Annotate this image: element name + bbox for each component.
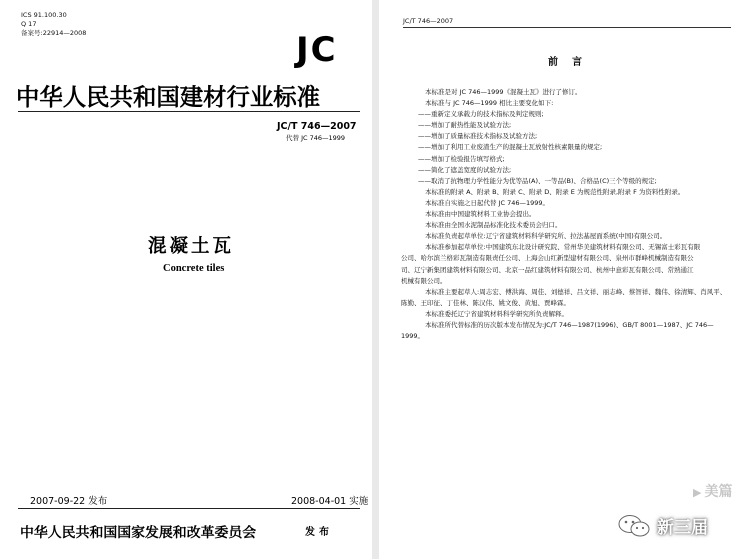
header-rule <box>403 27 731 28</box>
cover-metadata <box>21 11 86 38</box>
page-header-code: JC/T 746—2007 <box>403 17 454 25</box>
replaces-note: 代替 JC 746—1999 <box>286 134 346 142</box>
foreword-line: 陈勤、王印征、丁佳林、陈汉伟、姚文俊、黄旭、贾峰霖。 <box>401 298 570 307</box>
publisher: 中华人民共和国国家发展和改革委员会 <box>20 525 257 541</box>
document-title: 混凝土瓦 <box>148 236 235 257</box>
wechat-icon <box>617 514 651 538</box>
foreword-line: ——简化了遮盖宽度的试验方法; <box>418 165 512 174</box>
foreword-line: 司、辽宁新集团建筑材料有限公司、北京一品红建筑材料有限公司、杭州中意彩瓦有限公司、常熟通江 <box>401 265 694 274</box>
foreword-line: 机械有限公司。 <box>401 276 447 285</box>
foreword-page <box>379 0 750 559</box>
foreword-line: ——增加了耐热性能及试验方法; <box>418 121 512 130</box>
foreword-title: 前言 <box>548 57 596 68</box>
wechat-account-name: 新三届 <box>657 518 708 538</box>
ics-code: ICS 91.100.30 <box>21 11 67 19</box>
foreword-line: 本标准与 JC 746—1999 相比主要变化如下: <box>425 99 554 108</box>
jc-mark: JC <box>296 30 338 70</box>
foreword-line: ——取消了抗物理力学性能分为优等品(A)、一等品(B)、合格品(C)三个等级的规定; <box>418 176 657 185</box>
standard-code: JC/T 746—2007 <box>277 121 357 132</box>
foreword-line: 本标准负责起草单位:辽宁省建筑材料科学研究所、拉法基屋面系统(中国)有限公司。 <box>425 232 667 241</box>
meipian-watermark: ▶ 美篇 <box>693 484 733 500</box>
issue-word: 发布 <box>305 527 333 538</box>
standard-title: 中华人民共和国建材行业标准 <box>16 83 321 111</box>
issue-date: 2007-09-22 发布 <box>30 496 108 507</box>
implementation-date: 2008-04-01 实施 <box>291 496 369 507</box>
foreword-line: ——重新定义承载力的技术指标及判定规则; <box>418 110 544 119</box>
foreword-line: 本标准自实施之日起代替 JC 746—1999。 <box>425 198 550 207</box>
foreword-line: 本标准由全国水泥制品标准化技术委员会归口。 <box>425 221 562 230</box>
document-title-english: Concrete tiles <box>163 263 225 274</box>
wechat-watermark <box>617 513 708 538</box>
foreword-line: ——增加了利用工业废渣生产的混凝土瓦放射性核素限量的规定; <box>418 143 603 152</box>
category-code: Q 17 <box>21 20 37 28</box>
foreword-line: 本标准主要起草人:周志宏、傅洪海、周佳、刘德祥、吕文祥、丽志峰、蔡智祥、魏伟、徐清辉、肖风平、 <box>425 287 727 296</box>
foreword-body <box>401 87 733 342</box>
foreword-line: ——增加了检验报告填写格式; <box>418 154 505 163</box>
foreword-line: 本标准所代替标准的历次版本发布情况为:JC/T 746—1987(1996)、GB/T 8001—1987、JC 746— <box>425 320 714 329</box>
foreword-line: ——增加了质量标准技术指标及试验方法; <box>418 132 538 141</box>
foreword-line: 1999。 <box>401 332 425 341</box>
cover-page <box>0 0 372 559</box>
foreword-line: 本标准是对 JC 746—1999《混凝土瓦》进行了修订。 <box>425 88 582 96</box>
foreword-line: 本标准参加起草单位:中国建筑东北设计研究院、常州华美建筑材料有限公司、无锡富士彩瓦有限 <box>425 243 701 252</box>
bottom-rule <box>18 508 360 509</box>
top-rule <box>18 111 360 112</box>
filing-number: 备案号:22914—2008 <box>21 29 87 37</box>
play-icon: ▶ <box>693 486 702 499</box>
foreword-line: 本标准委托辽宁省建筑材料科学研究所负责解释。 <box>425 309 568 318</box>
foreword-line: 本标准的附录 A、附录 B、附录 C、附录 D、附录 E 为规范性附录,附录 F 为资料性附录。 <box>425 187 685 196</box>
foreword-line: 公司、哈尔滨兰格彩瓦制造有限责任公司、上海会山红新型建材有限公司、泉州市群峰机械制造有限公 <box>401 254 694 263</box>
foreword-line: 本标准由中国建筑材料工业协会提出。 <box>425 210 536 219</box>
